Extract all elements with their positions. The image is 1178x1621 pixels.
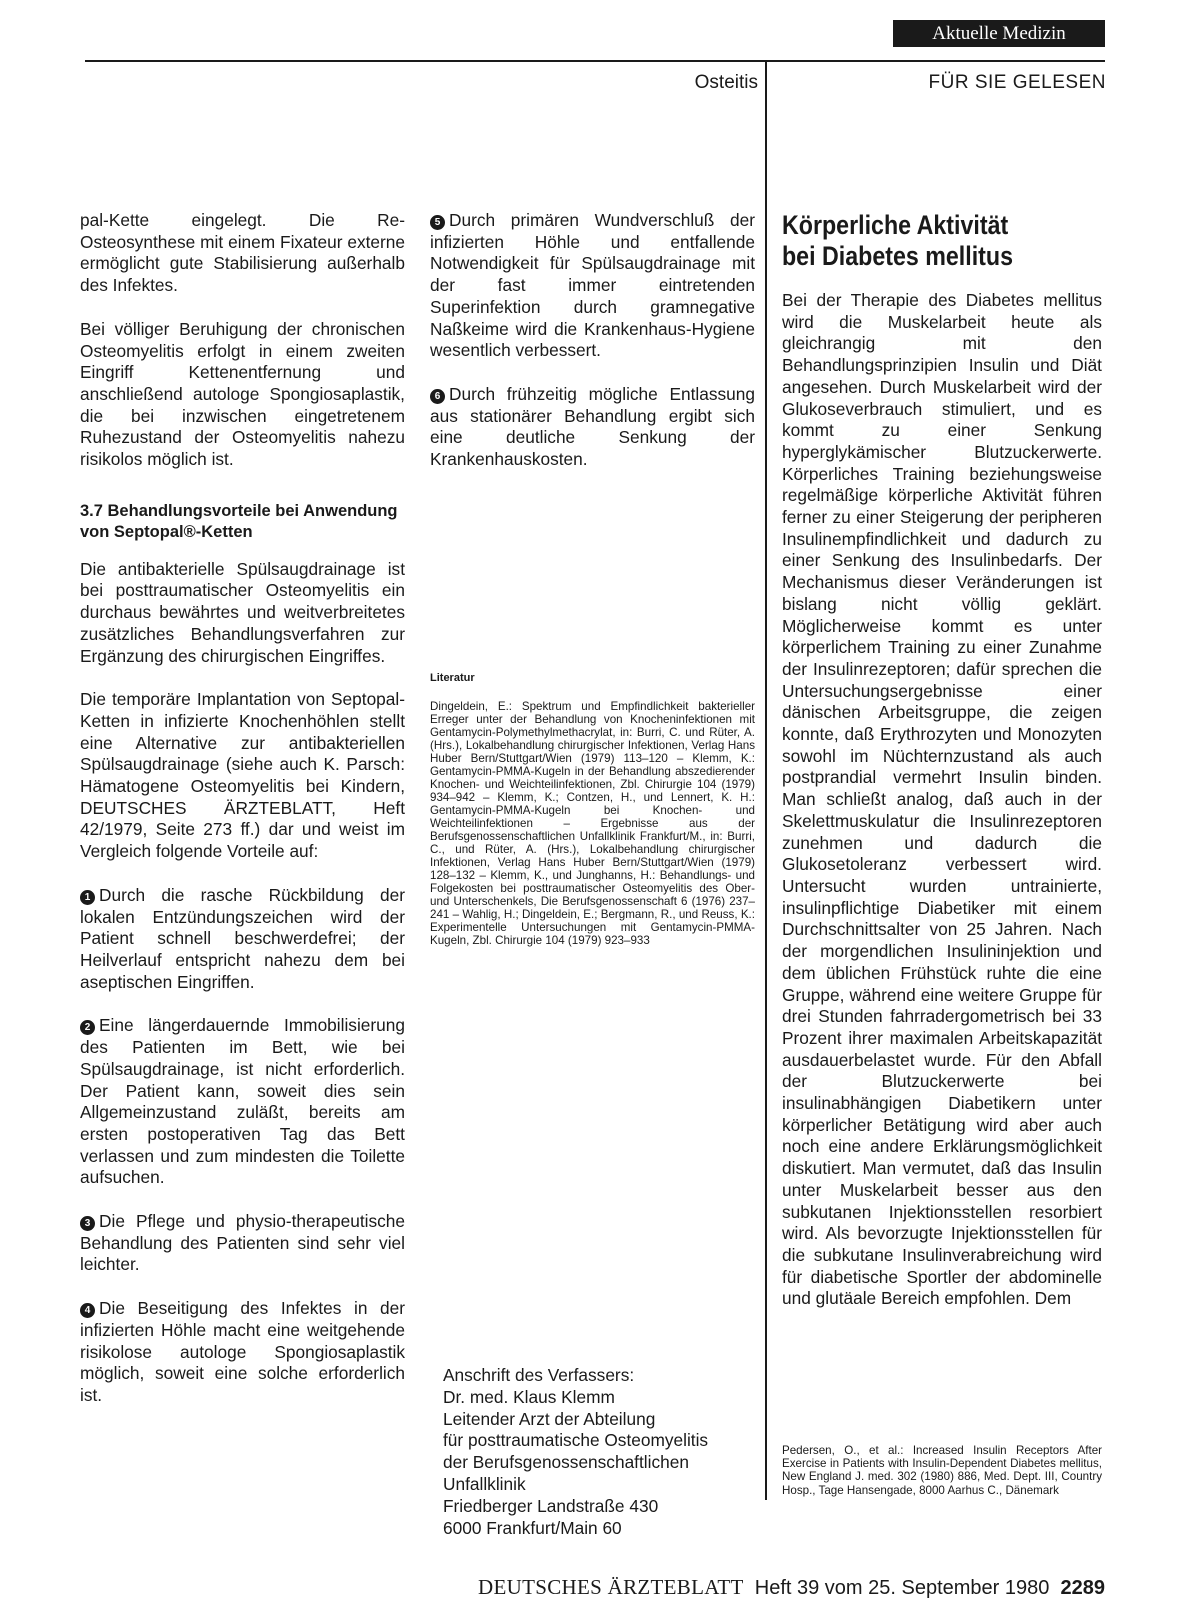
advantage-item xyxy=(430,210,755,362)
item-text: Eine längerdauernde Immobilisierung des Patienten im Bett, wie bei Spülsaugdrainage, ist nicht erforderlich. Der Patient kann, soweit dies sein Allgemeinzustand zuläßt, bereits am ersten postoperativen Tag das Bett verlassen und zum mindesten die Toilette aufsuchen. xyxy=(80,1015,405,1188)
address-line: 6000 Frankfurt/Main 60 xyxy=(443,1517,622,1538)
page-footer xyxy=(400,1575,1105,1600)
item-text: Die Beseitigung des Infektes in der infizierten Höhle macht eine weitgehende risikolose autologe Spongiosaplastik möglich, soweit eine solche erforderlich ist. xyxy=(80,1298,405,1405)
item-text: Die Pflege und physio-therapeutische Behandlung des Patienten sind sehr viel leichter. xyxy=(80,1211,405,1275)
column-divider xyxy=(765,60,767,1500)
literature-text: Dingeldein, E.: Spektrum und Empfindlichkeit bakterieller Erreger unter der Behandlung von Knocheninfektionen mit Gentamycin-Polymethylmethacrylat, in: Burri, C. und Rüter, A. (Hrs.), Lokalbehandlung chirurgischer Infektionen, Verlag Hans Huber Bern/Stuttgart/Wien (1979) 113–120 – Klemm, K.: Gentamycin-PMMA-Kugeln in der Behandlung abszedierender Knochen- und Weichteilinfektionen, Zbl. Chirurgie 104 (1979) 934–942 – Klemm, K.; Contzen, H., und Lennert, K. H.: Gentamycin-PMMA-Kugeln bei Knochen- und Weichteilinfektionen – Ergebnisse aus der Berufsgenossenschaftlichen Unfallklinik Frankfurt/M., in: Burri, C., und Rüter, A. (Hrs.), Lokalbehandlung chirurgischer Infektionen, Verlag Hans Huber Bern/Stuttgart/Wien (1979) 128–132 – Klemm, K., und Junghanns, H.: Behandlungs- und Folgekosten bei posttraumatischer Osteomyelitis des Ober- und Unterschenkels, Die Berufsgenossenschaft 6 (1976) 237–241 – Wahlig, H.; Dingeldein, E.; Bergmann, R., und Reuss, K.: Experimentelle Untersuchungen mit Gentamycin-PMMA-Kugeln, Zbl. Chirurgie 104 (1979) 923–933 xyxy=(430,700,755,947)
author-address xyxy=(443,1365,763,1539)
issue-info: Heft 39 vom 25. September 1980 xyxy=(754,1577,1050,1599)
article-body: Bei der Therapie des Diabetes mellitus wird die Muskelarbeit heute als gleichrangig mit den Behandlungsprinzipien Insulin und Diät angesehen. Durch Muskelarbeit wird der Glukoseverbrauch stimuliert, und es kommt zu einer Senkung hyperglykämischer Blutzuckerwerte. Körperliches Training beziehungsweise regelmäßige körperliche Aktivität führen ferner zu einer Steigerung der peripheren Insulinempfindlichkeit und dadurch zu einer Senkung des Insulinbedarfs. Der Mechanismus dieser Veränderungen ist bislang nicht völlig geklärt. Möglicherweise kommt es unter körperlichem Training zu einer Zunahme der Insulinrezeptoren; dafür sprechen die Untersuchungsergebnisse einer dänischen Arbeitsgruppe, die zeigen konnte, daß Erythrozyten und Monozyten sowohl im Nüchternzustand als auch postprandial vermehrt Insulin binden. Man schließt analog, daß auch in der Skelettmuskulatur die Insulinrezeptoren zunehmen und dadurch die Glukosetoleranz verbessert wird. Untersucht wurden untrainierte, insulinpflichtige Diabetiker mit einem Durchschnittsalter von 25 Jahren. Nach der morgendlichen Insulininjektion und dem üblichen Frühstück ruhte die eine Gruppe, während eine weitere Gruppe für drei Stunden fahrradergometrisch bei 33 Prozent ihrer maximalen Arbeitskapazität ausdauerbelastet wurde. Für den Abfall der Blutzuckerwerte bei insulinabhängigen Diabetikern unter körperlicher Betätigung wird aber auch noch eine andere Erklärungsmöglichkeit diskutiert. Man vermutet, daß das Insulin unter Muskelarbeit besser aus den subkutanen Injektionsstellen resorbiert wird. Als bevorzugte Injektionsstellen für die subkutane Insulinverabreichung wird für diabetische Sportler der abdominelle und glutäale Bereich empfohlen. Dem xyxy=(782,290,1102,1309)
article-title xyxy=(782,210,1057,272)
header-rule xyxy=(85,60,1105,62)
item-text: Durch frühzeitig mögliche Entlassung aus stationärer Behandlung ergibt sich eine deutliche Senkung der Krankenhauskosten. xyxy=(430,383,755,470)
number-bullet: 5 xyxy=(430,215,445,230)
section-heading: 3.7 Behandlungsvorteile bei Anwendung von Septopal®-Ketten xyxy=(80,501,398,541)
page-number: 2289 xyxy=(1060,1577,1105,1599)
column-2 xyxy=(430,210,755,493)
advantage-item xyxy=(80,1211,405,1276)
address-line: Unfallklinik xyxy=(443,1473,526,1494)
title-line: bei Diabetes mellitus xyxy=(782,241,1013,271)
advantage-item xyxy=(430,384,755,471)
column-3 xyxy=(782,290,1102,1332)
advantage-item xyxy=(80,1298,405,1407)
item-text: Durch primären Wundverschluß der infizierten Höhle und entfallende Notwendigkeit für Spülsaugdrainage mit der fast immer eintretenden Superinfektion durch gramnegative Naßkeime wird die Krankenhaus-Hygiene wesentlich verbessert. xyxy=(430,210,755,361)
address-line: der Berufsgenossenschaftlichen xyxy=(443,1452,689,1473)
number-bullet: 6 xyxy=(430,389,445,404)
section-tag: Aktuelle Medizin xyxy=(893,20,1105,47)
advantage-item xyxy=(80,885,405,994)
number-bullet: 2 xyxy=(80,1020,95,1035)
address-line: Dr. med. Klaus Klemm xyxy=(443,1386,615,1407)
address-line: für posttraumatische Osteomyelitis xyxy=(443,1430,709,1451)
title-line: Körperliche Aktivität xyxy=(782,210,1009,240)
running-head-left: Osteitis xyxy=(694,72,758,93)
address-line: Anschrift des Verfassers: xyxy=(443,1365,635,1385)
item-text: Durch die rasche Rückbildung der lokalen Entzündungszeichen wird der Patient schnell beschwerdefrei; der Heilverlauf entspricht nahezu dem bei aseptischen Eingriffen. xyxy=(80,884,405,992)
column-1 xyxy=(80,210,405,1429)
number-bullet: 4 xyxy=(80,1303,95,1318)
paragraph: Bei völliger Beruhigung der chronischen Osteomyelitis erfolgt in einem zweiten Eingriff Kettenentfernung und anschließend autologe Spongiosaplastik, die bei inzwischen eingetretenem Ruhezustand der Osteomyelitis nahezu risikolos möglich ist. xyxy=(80,318,405,470)
address-line: Friedberger Landstraße 430 xyxy=(443,1495,659,1516)
advantage-item xyxy=(80,1015,405,1189)
number-bullet: 3 xyxy=(80,1216,95,1231)
paragraph: Die temporäre Implantation von Septopal-Ketten in infizierte Knochenhöhlen stellt eine Alternative zur antibakteriellen Spülsaugdrainage (siehe auch K. Parsch: Hämatogene Osteomyelitis bei Kindern, DEUTSCHES ÄRZTEBLATT, Heft 42/1979, Seite 273 ff.) dar und weist im Vergleich folgende Vorteile auf: xyxy=(80,689,405,862)
literature-heading: Literatur xyxy=(430,672,475,684)
number-bullet: 1 xyxy=(80,890,95,905)
paragraph: Die antibakterielle Spülsaugdrainage ist bei posttraumatischer Osteomyelitis ein durchaus bewährtes und weitverbreitetes zusätzliches Behandlungsverfahren zur Ergänzung des chirurgischen Eingriffes. xyxy=(80,558,405,666)
article-reference: Pedersen, O., et al.: Increased Insulin Receptors After Exercise in Patients with Insulin-Dependent Diabetes mellitus, New England J. med. 302 (1980) 886, Med. Dept. III, Country Hosp., Tage Hansengade, 8000 Aarhus C., Dänemark xyxy=(782,1444,1102,1497)
running-head-right: FÜR SIE GELESEN xyxy=(928,72,1106,93)
paragraph: pal-Kette eingelegt. Die Re-Osteosynthese mit einem Fixateur externe ermöglicht gute Stabilisierung außerhalb des Infektes. xyxy=(80,210,405,296)
journal-name: DEUTSCHES ÄRZTEBLATT xyxy=(478,1575,744,1599)
address-line: Leitender Arzt der Abteilung xyxy=(443,1408,656,1429)
